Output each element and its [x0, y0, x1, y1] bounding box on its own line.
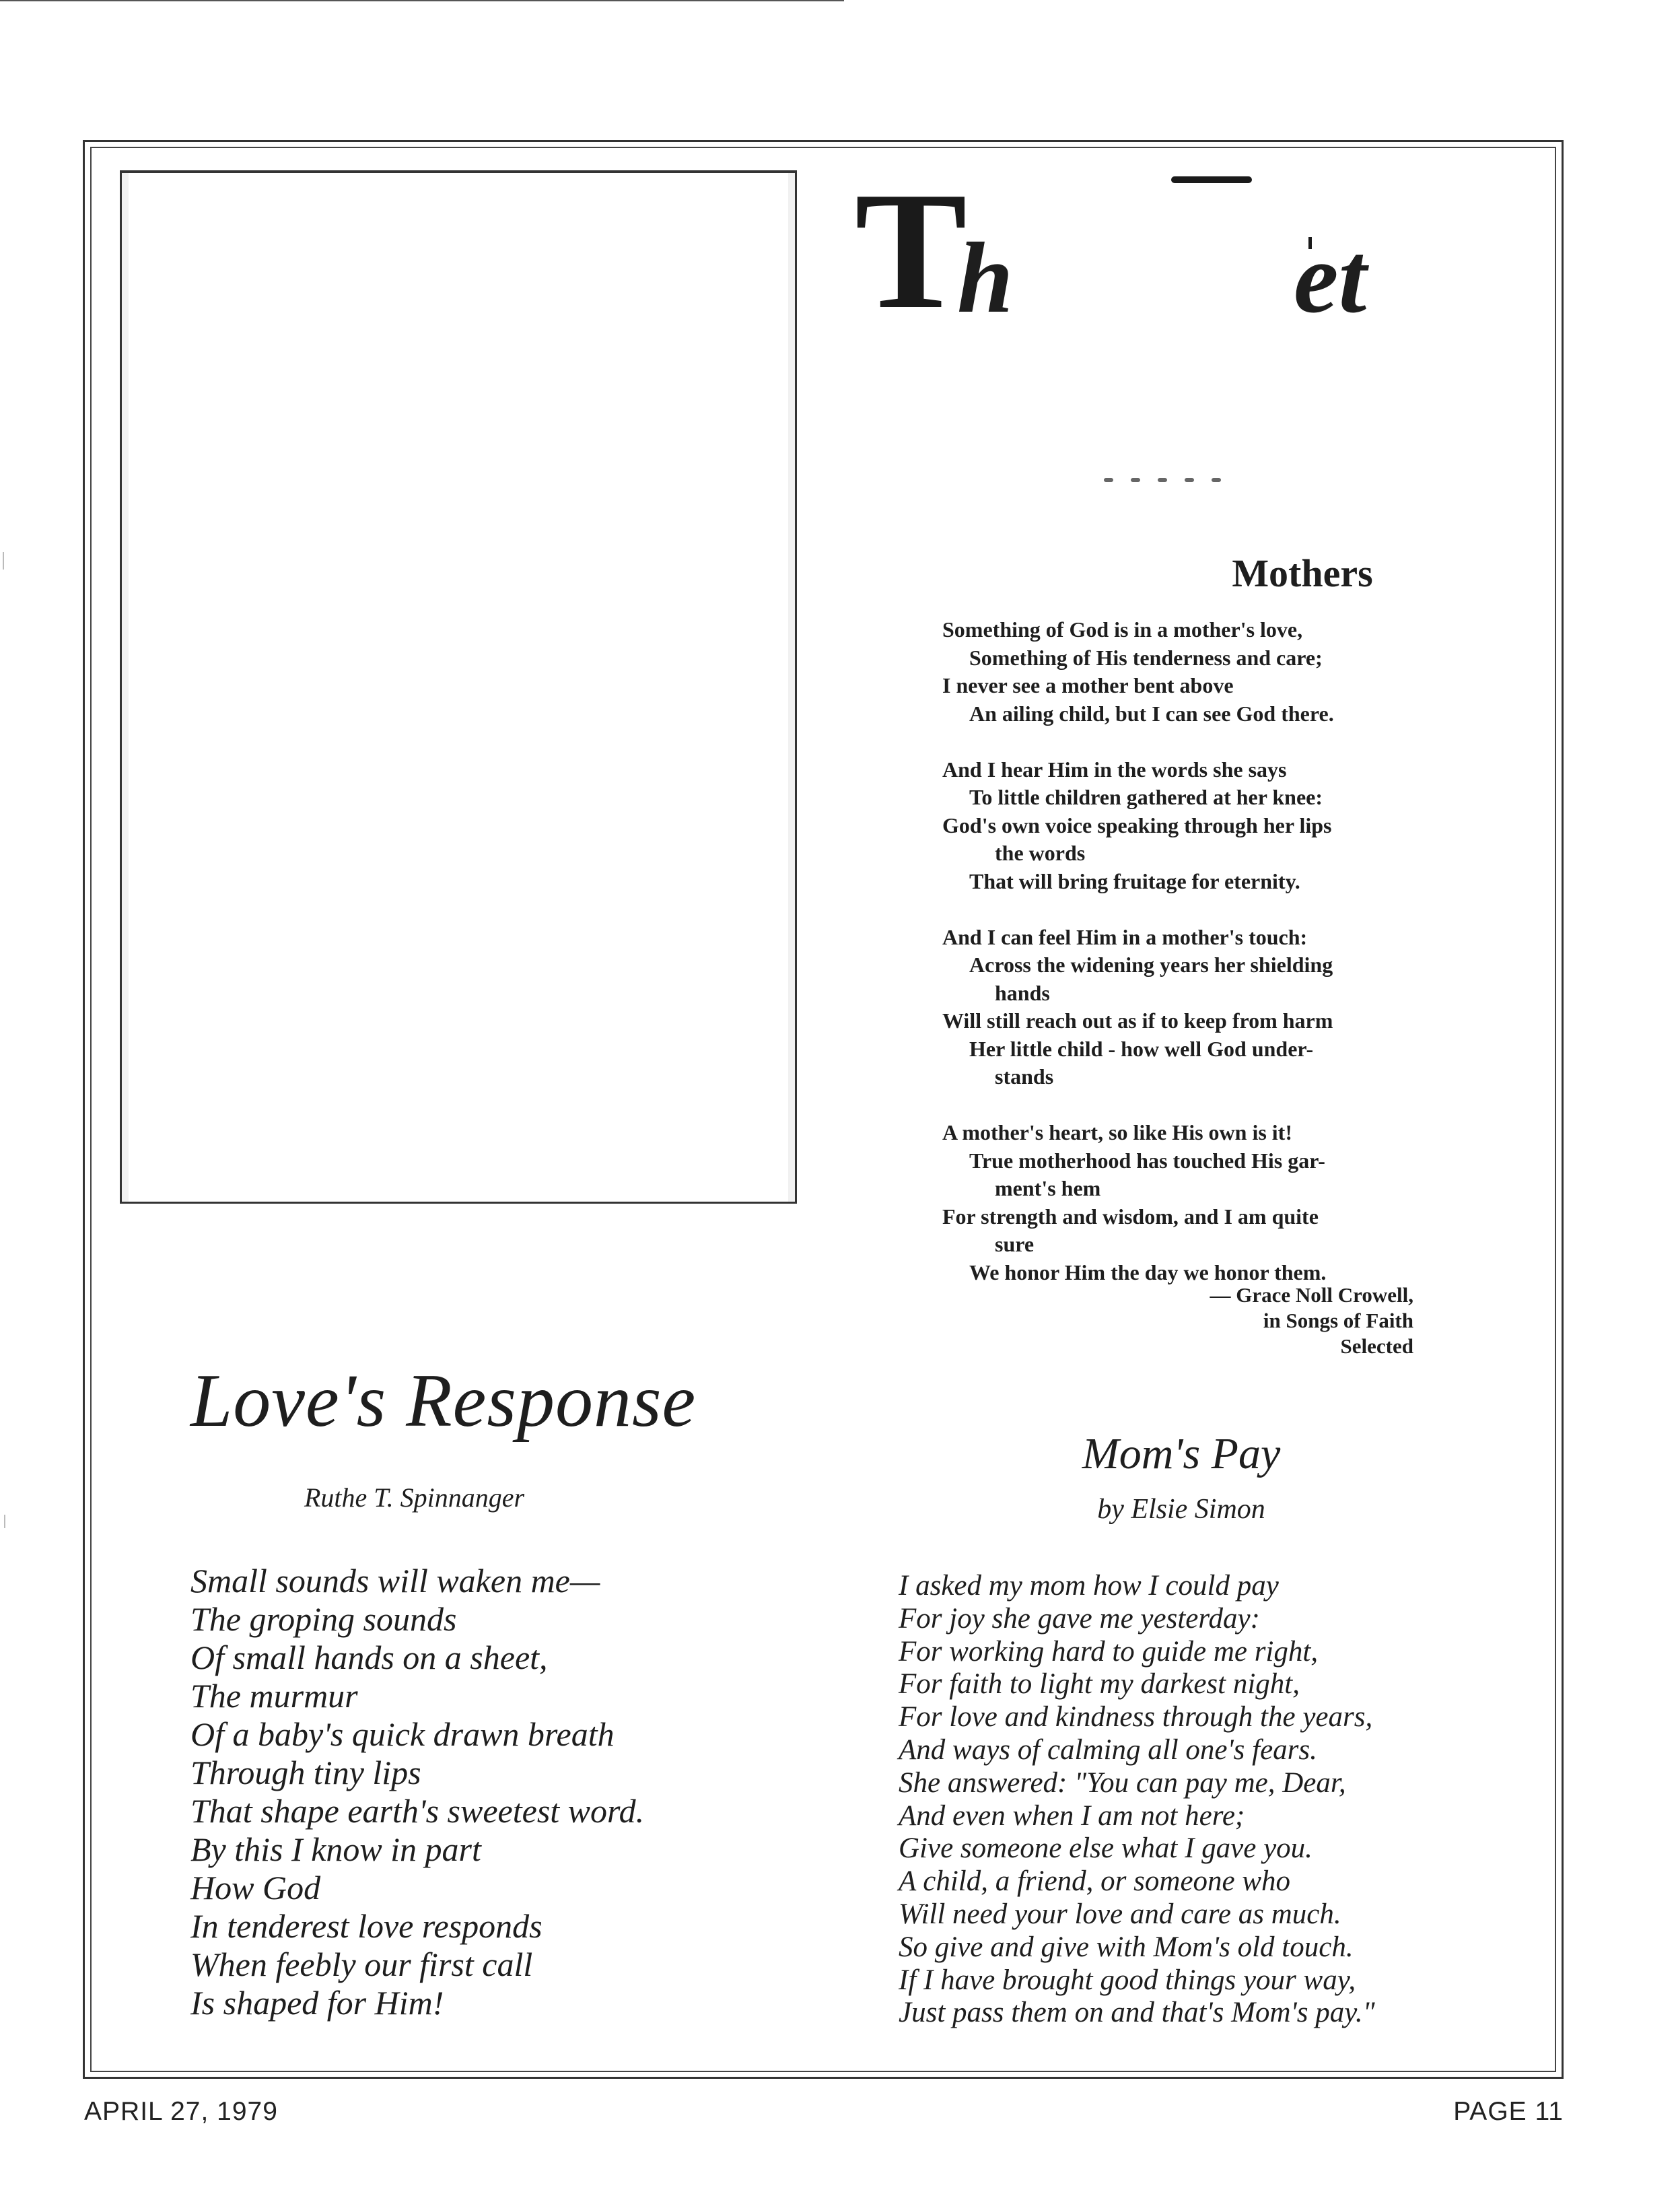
poem-title-moms-pay: Mom's Pay [1082, 1429, 1281, 1478]
poem-line: God's own voice speaking through her lips [942, 813, 1332, 837]
poem-line: The groping sounds [190, 1600, 457, 1638]
poem-line: Through tiny lips [190, 1754, 421, 1791]
scan-mark [3, 552, 4, 570]
poem-line: She answered: "You can pay me, Dear, [899, 1766, 1346, 1799]
poem-line: And ways of calming all one's fears. [899, 1733, 1317, 1766]
poem-line: And even when I am not here; [899, 1799, 1245, 1832]
footer-date: APRIL 27, 1979 [84, 2097, 278, 2126]
masthead-letter-t: T [855, 158, 967, 344]
poem-line: hands [995, 980, 1050, 1005]
poem-line: Is shaped for Him! [190, 1984, 444, 2022]
credit-line: Selected [1340, 1334, 1413, 1358]
masthead-fragment-h: h [957, 222, 1014, 334]
poem-line: That will bring fruitage for eternity. [969, 868, 1300, 893]
masthead-fragment-et: et [1294, 222, 1367, 334]
stanza-gap [942, 728, 1413, 756]
poem-loves-response [190, 1562, 644, 2022]
poem-title-loves-response: Love's Response [190, 1359, 697, 1443]
poem-line: Of small hands on a sheet, [190, 1639, 548, 1676]
poem-line: The murmur [190, 1677, 358, 1715]
ink-dot [1212, 478, 1221, 482]
poem-line: Will still reach out as if to keep from harm [942, 1008, 1333, 1033]
photo-frame-shade [788, 173, 795, 1202]
scan-mark [4, 1515, 5, 1528]
poem-line: For joy she gave me yesterday: [899, 1602, 1260, 1635]
poem-line: To little children gathered at her knee: [969, 785, 1323, 809]
masthead-ink-dots [1104, 473, 1279, 485]
poem-line: ment's hem [995, 1176, 1101, 1200]
stanza-gap [942, 895, 1413, 924]
footer-page-number: PAGE 11 [1453, 2097, 1564, 2126]
ink-dot [1104, 478, 1113, 482]
poem-line: For faith to light my darkest night, [899, 1668, 1300, 1700]
poem-line: How God [190, 1869, 321, 1906]
poem-line: True motherhood has touched His gar- [969, 1148, 1325, 1173]
masthead-ink-fragment [1171, 176, 1252, 183]
poem-line: A mother's heart, so like His own is it! [942, 1120, 1292, 1144]
poem-title-mothers: Mothers [1232, 551, 1373, 595]
poem-line: Something of God is in a mother's love, [942, 617, 1303, 642]
poem-line: sure [995, 1232, 1035, 1256]
poem-line: Just pass them on and that's Mom's pay." [899, 1997, 1375, 2029]
poem-line: the words [995, 841, 1086, 865]
poem-line: I never see a mother bent above [942, 673, 1234, 697]
poem-author-loves-response: Ruthe T. Spinnanger [304, 1482, 525, 1513]
masthead [855, 158, 1461, 344]
poem-moms-pay [899, 1570, 1375, 2030]
poem-line: So give and give with Mom's old touch. [899, 1931, 1354, 1963]
photo-frame-shade [122, 173, 129, 1202]
poem-mothers [942, 616, 1413, 1286]
scan-edge-line [0, 0, 844, 1]
poem-line: That shape earth's sweetest word. [190, 1792, 645, 1830]
poem-author-moms-pay: by Elsie Simon [1097, 1494, 1265, 1525]
poem-line: For strength and wisdom, and I am quite [942, 1204, 1319, 1229]
poem-line: And I can feel Him in a mother's touch: [942, 924, 1308, 949]
poem-line: For love and kindness through the years, [899, 1701, 1373, 1733]
credit-line: — Grace Noll Crowell, [1210, 1283, 1413, 1307]
poem-line: If I have brought good things your way, [899, 1964, 1356, 1996]
stanza-gap [942, 1091, 1413, 1120]
ink-dot [1185, 478, 1194, 482]
poem-line: By this I know in part [190, 1830, 481, 1868]
poem-line: We honor Him the day we honor them. [969, 1260, 1327, 1284]
poem-line: Her little child - how well God under- [969, 1036, 1314, 1061]
credit-line: in Songs of Faith [1263, 1309, 1413, 1332]
poem-line: When feebly our first call [190, 1946, 533, 1983]
poem-line: Will need your love and care as much. [899, 1898, 1341, 1930]
blank-photo-frame [120, 170, 797, 1204]
poem-line: Small sounds will waken me— [190, 1562, 600, 1600]
poem-line: I asked my mom how I could pay [899, 1570, 1279, 1602]
ink-dot [1158, 478, 1167, 482]
poem-line: And I hear Him in the words she says [942, 757, 1287, 782]
ink-dot [1131, 478, 1140, 482]
poem-line: For working hard to guide me right, [899, 1635, 1319, 1668]
poem-credit-mothers [1010, 1282, 1413, 1359]
poem-line: Something of His tenderness and care; [969, 645, 1323, 670]
poem-line: Across the widening years her shielding [969, 953, 1333, 977]
poem-line: An ailing child, but I can see God there. [969, 701, 1334, 726]
poem-line: stands [995, 1064, 1054, 1089]
poem-line: In tenderest love responds [190, 1907, 542, 1945]
poem-line: A child, a friend, or someone who [899, 1865, 1291, 1898]
poem-line: Of a baby's quick drawn breath [190, 1715, 615, 1753]
poem-line: Give someone else what I gave you. [899, 1832, 1312, 1865]
